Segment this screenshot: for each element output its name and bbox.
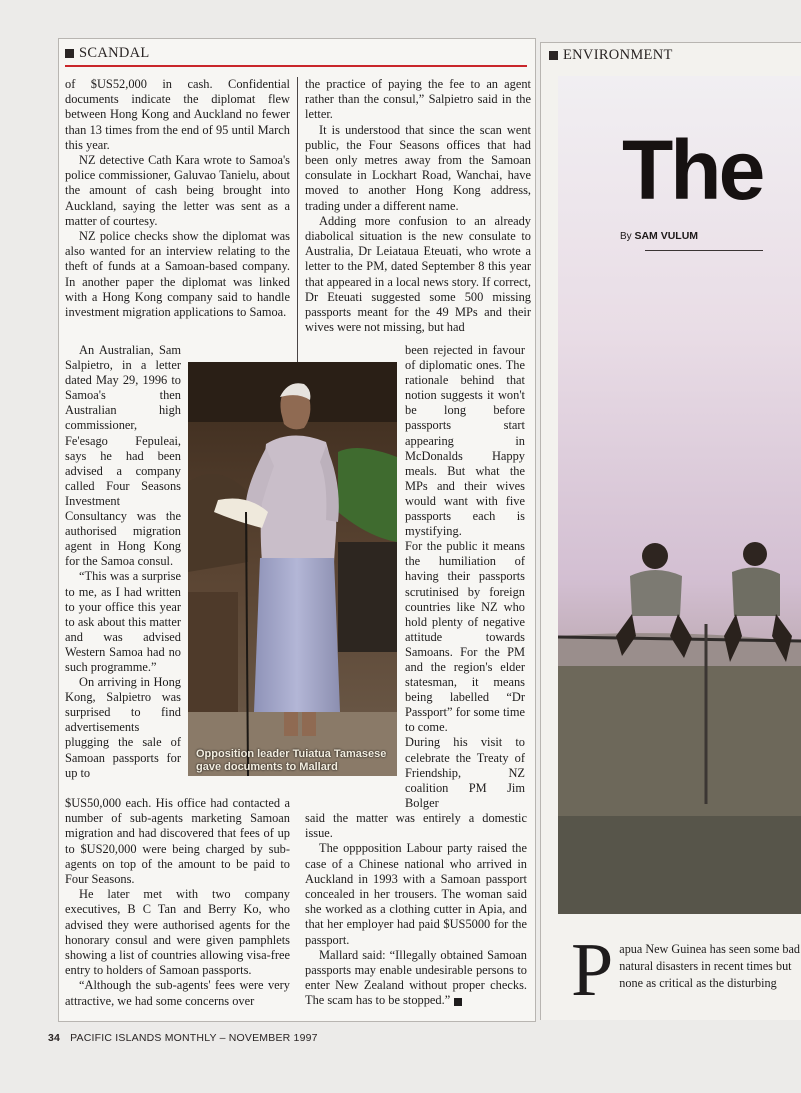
column-1-top (65, 77, 290, 320)
paragraph: “Although the sub-agents' fees were very attractive, we had some concerns over (65, 978, 290, 1008)
byline-author: SAM VULUM (634, 230, 699, 242)
paragraph: It is understood that since the scan went public, the Four Seasons offices that had been only metres away from the Samoan consulate in Lockhart Road, Wanchai, have moved to another Hong Kong address, trading under a different name. (305, 122, 531, 213)
closing-paragraph: Mallard said: “Illegally obtained Samoan passports may enable undesirable persons to enter New Zealand without proper checks. The scam has to be stopped.” (305, 947, 527, 1008)
section-header (65, 45, 150, 62)
paragraph: For the public it means the humiliation of having their passports scrutinised by foreign countries like NZ who hold plenty of negative attitude towards Samoans. For the PM and the region's elder statesman, it means being labelled “Dr Passport” for some time to come. (405, 539, 525, 735)
photo-landscape (558, 76, 801, 914)
column-2-bottom (305, 811, 527, 1009)
photo-speaker (188, 362, 397, 776)
header-rule (65, 65, 527, 67)
paragraph: NZ detective Cath Kara wrote to Samoa's police commissioner, Galuvao Tanielu, about the amount of cash being brought into Auckland, saying the letter was sent as a matter of courtesy. (65, 153, 290, 228)
paragraph (305, 948, 527, 1009)
section-label: SCANDAL (79, 45, 150, 61)
paragraph: “This was a surprise to me, as I had written to your office this year to ask about this matter and was advised Western Samoa had no such programme.” (65, 569, 181, 674)
page-footer (48, 1032, 318, 1044)
section-label: ENVIRONMENT (563, 47, 673, 63)
right-page (540, 42, 801, 1020)
byline (620, 230, 698, 242)
publication-line: PACIFIC ISLANDS MONTHLY – NOVEMBER 1997 (70, 1032, 318, 1044)
paragraph: $US50,000 each. His office had contacted a number of sub-agents marketing Samoan migration and had discovered that fees of up to $US20,000 were being charged by sub-agents on top of the amount to be paid to Four Seasons. (65, 796, 290, 887)
paragraph: the practice of paying the fee to an agent rather than the consul,” Salpietro said in the letter. (305, 77, 531, 122)
byline-prefix: By (620, 231, 632, 242)
left-page (58, 38, 536, 1022)
column-2-narrow (405, 343, 525, 811)
page-number: 34 (48, 1032, 61, 1044)
byline-rule (645, 250, 763, 251)
paragraph: On arriving in Hong Kong, Salpietro was surprised to find advertisements plugging the sale of Samoan passports for up to (65, 675, 181, 780)
article-intro (571, 928, 801, 1012)
section-header (549, 47, 673, 64)
paragraph: said the matter was entirely a domestic issue. (305, 811, 527, 841)
column-1-bottom (65, 796, 290, 1009)
paragraph: been rejected in favour of diplomatic ones. The rationale behind that notion suggests it won't be long before passports start appearing in McDonalds Happy meals. But what the MPs and their wives would want with five passports each is mystifying. (405, 343, 525, 539)
column-1-narrow (65, 343, 181, 781)
drop-cap: P (571, 928, 614, 1012)
paragraph: of $US52,000 in cash. Confidential documents indicate the diplomat flew between Hong Kong and Auckland no fewer than 13 times from the end of 95 until March this year. (65, 77, 290, 152)
column-2-top (305, 77, 531, 335)
column-divider (297, 77, 298, 379)
paragraph: During his visit to celebrate the Treaty of Friendship, NZ coalition PM Jim Bolger (405, 735, 525, 810)
intro-text: apua New Guinea has seen some bad natural disasters in recent times but none as critical as the disturbing (619, 942, 800, 990)
caption-line-2: gave documents to Mallard (196, 761, 338, 773)
headline: The (622, 123, 763, 217)
speaker-illustration (188, 362, 397, 776)
paragraph: Adding more confusion to an already diabolical situation is the new consulate to Australia, Dr Leiataua Eteuati, who wrote a letter to the PM, dated September 8 this year that appeared in a local news story. If correct, Dr Eteuati suggested some 500 missing passports meant for the 49 MPs and their wives were not missing, but had (305, 213, 531, 335)
caption-line-1: Opposition leader Tuiatua Tamasese (196, 748, 387, 760)
paragraph: The oppposition Labour party raised the case of a Chinese national who arrived in Auckland in 1993 with a Samoan passport concealed in her trousers. The woman said she worked as a clothing cutter in Apia, and that her employer had paid $US5000 for the passport. (305, 841, 527, 947)
section-marker-icon (549, 51, 558, 60)
paragraph: He later met with two company executives, B C Tan and Berry Ko, who advised they were authorised agents for the honorary consul and were given pamphlets showing a list of countries allowing visa-free entry to holders of Samoan passports. (65, 887, 290, 978)
paragraph: An Australian, Sam Salpietro, in a letter dated May 29, 1996 to Samoa's then Australian high commissioner, Fe'esago Fepuleai, says he had been advised a company called Four Seasons Investment Consultancy was the authorised migration agent in Hong Kong for the Samoa consul. (65, 343, 181, 569)
paragraph: NZ police checks show the diplomat was also wanted for an interview relating to the theft of funds at a Samoan-based company. In another paper the diplomat was linked with a Hong Kong company said to handle investment migration applications to Samoa. (65, 229, 290, 320)
section-marker-icon (65, 49, 74, 58)
end-mark-icon (454, 998, 462, 1006)
photo-caption (196, 748, 386, 774)
